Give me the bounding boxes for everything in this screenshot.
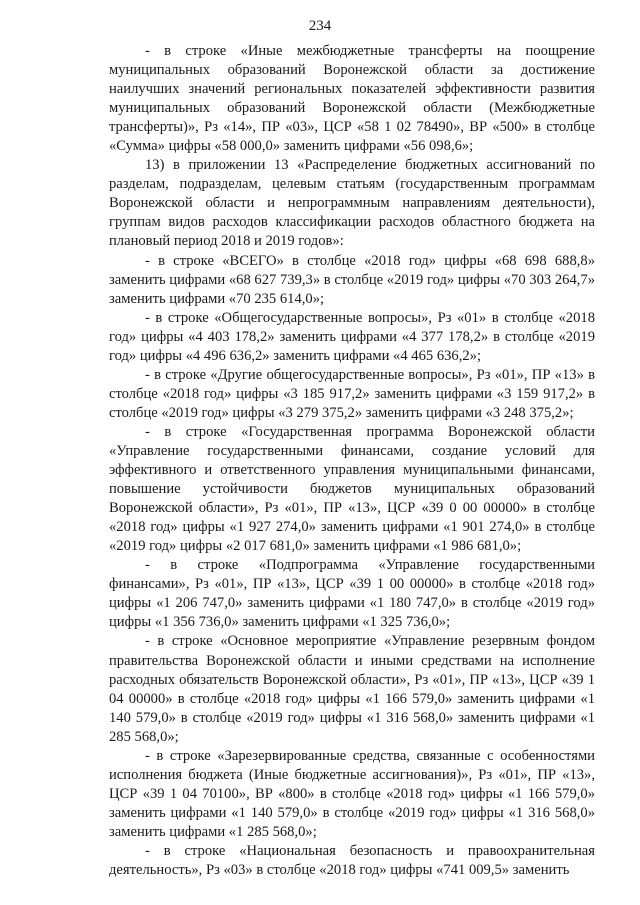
page-number: 234 [308,18,332,34]
paragraph-subprogram-finance: - в строке «Подпрограмма «Управление государственными финансами», Рз «01», ПР «13», ЦСР «39 1 00 00000» в столбце «2018 год» цифры «1 206 747,0» заменить цифрами «1 180 747,0» в столбце «2019 год» цифры «1 356 736,0» заменить цифрами «1 325 736,0»; [109,557,595,631]
document-body [109,42,595,880]
paragraph-state-program-finance: - в строке «Государственная программа Воронежской области «Управление государственными финансами, создание условий для эффективного и ответственного управления муниципальными финансами, повышение устойчивости бюджетов муниципальных образований Воронежской области», Рз «01», ПР «13», ЦСР «39 0 00 00000» в столбце «2018 год» цифры «1 927 274,0» заменить цифрами «1 901 274,0» в столбце «2019 год» цифры «2 017 681,0» заменить цифрами «1 986 681,0»; [109,423,595,555]
paragraph-total-row: - в строке «ВСЕГО» в столбце «2018 год» цифры «68 698 688,8» заменить цифрами «68 627 739,3» в столбце «2019 год» цифры «70 303 264,7» заменить цифрами «70 235 614,0»; [109,252,595,307]
paragraph-reserve-fund-measure: - в строке «Основное мероприятие «Управление резервным фондом правительства Воронежской области и иными средствами на исполнение расходных обязательств Воронежской области», Рз «01», ПР «13», ЦСР «39 1 04 00000» в столбце «2018 год» цифры «1 166 579,0» заменить цифрами «1 140 579,0» в столбце «2019 год» цифры «1 316 568,0» заменить цифрами «1 285 568,0»; [109,633,595,745]
paragraph-national-security: - в строке «Национальная безопасность и правоохранительная деятельность», Рз «03» в столбце «2018 год» цифры «741 009,5» заменить [109,842,595,879]
paragraph-reserved-funds: - в строке «Зарезервированные средства, связанные с особенностями исполнения бюджета (Иные бюджетные ассигнования)», Рз «01», ПР «13», ЦСР «39 1 04 70100», ВР «800» в столбце «2018 год» цифры «1 166 579,0» заменить цифрами «1 140 579,0» в столбце «2019 год» цифры «1 316 568,0» заменить цифрами «1 285 568,0»; [109,747,595,840]
paragraph-general-state-issues: - в строке «Общегосударственные вопросы», Рз «01» в столбце «2018 год» цифры «4 403 178,2» заменить цифрами «4 377 178,2» в столбце «2019 год» цифры «4 496 636,2» заменить цифрами «4 465 636,2»; [109,309,595,364]
paragraph-transfers-encouragement: - в строке «Иные межбюджетные трансферты на поощрение муниципальных образований Воронежской области за достижение наилучших значений региональных показателей эффективности развития муниципальных образований Воронежской области (Межбюджетные трансферты)», Рз «14», ПР «03», ЦСР «58 1 02 78490», ВР «500» в столбце «Сумма» цифры «58 000,0» заменить цифрами «56 098,6»; [109,43,595,155]
paragraph-other-general-issues: - в строке «Другие общегосударственные вопросы», Рз «01», ПР «13» в столбце «2018 год» цифры «3 185 917,2» заменить цифрами «3 159 917,2» в столбце «2019 год» цифры «3 279 375,2» заменить цифрами «3 248 375,2»; [109,366,595,421]
paragraph-appendix-13: 13) в приложении 13 «Распределение бюджетных ассигнований по разделам, подразделам, целевым статьям (государственным программам Воронежской области и непрограммным направлениям деятельности), группам видов расходов классификации расходов областного бюджета на плановый период 2018 и 2019 годов»: [109,157,595,250]
